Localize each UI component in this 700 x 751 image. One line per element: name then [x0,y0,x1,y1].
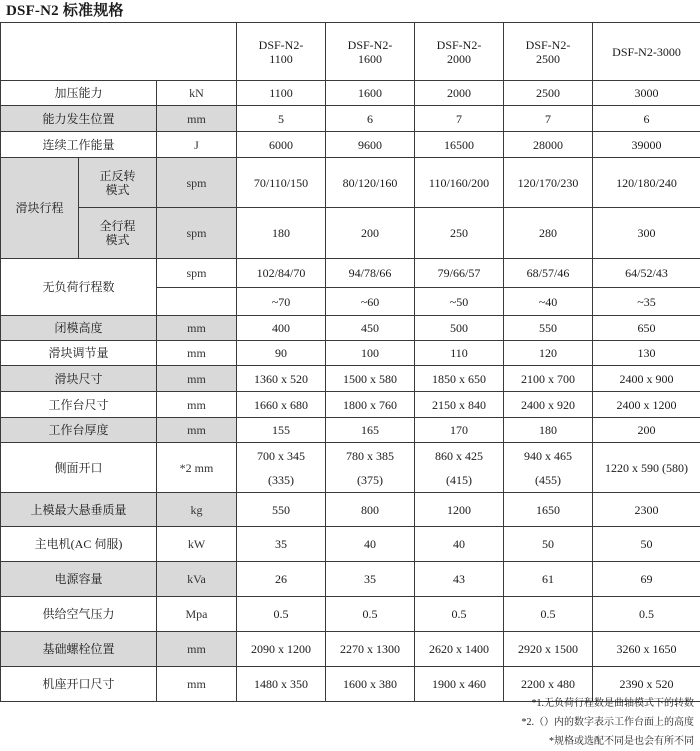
value-cell: 70/110/150 [237,158,326,208]
value-cell: 5 [237,106,326,132]
row-label: 侧面开口 [1,443,157,493]
value-cell: 120/180/240 [593,158,700,208]
value-cell: 0.5 [237,597,326,632]
value-cell: 940 x 465 (455) [504,443,593,493]
footnote: *2.（）内的数字表示工作台面上的高度 [522,713,695,732]
value-cell: 250 [415,208,504,259]
unit-cell: mm [157,392,237,418]
value-cell: 2000 [415,81,504,106]
value-cell: 35 [237,527,326,562]
value-cell: 170 [415,418,504,443]
footnote: *规格或选配不同是也会有所不同 [522,732,695,751]
value-cell: 2400 x 920 [504,392,593,418]
value-cell: 0.5 [415,597,504,632]
header-blank-cell [1,23,237,81]
value-cell: 6 [326,106,415,132]
value-cell: 165 [326,418,415,443]
value-cell: 500 [415,316,504,341]
value-cell: 50 [593,527,700,562]
value-cell: 800 [326,493,415,527]
value-cell: 2390 x 520 [593,667,700,702]
table-row [1,341,700,366]
table-row [1,132,700,158]
value-cell: 2270 x 1300 [326,632,415,667]
value-cell: 110/160/200 [415,158,504,208]
row-label: 无负荷行程数 [1,259,157,316]
row-label: 能力发生位置 [1,106,157,132]
value-cell: 7 [415,106,504,132]
value-cell: 860 x 425 (415) [415,443,504,493]
unit-cell: spm [157,259,237,288]
table-row [1,562,700,597]
value-cell: 69 [593,562,700,597]
unit-cell: Mpa [157,597,237,632]
value-cell: 50 [504,527,593,562]
row-label: 基础螺栓位置 [1,632,157,667]
row-label: 上模最大悬垂质量 [1,493,157,527]
value-cell: 0.5 [593,597,700,632]
unit-cell: kW [157,527,237,562]
value-cell: 6000 [237,132,326,158]
value-cell: 2400 x 900 [593,366,700,392]
unit-cell: mm [157,366,237,392]
table-row [1,527,700,562]
table-row [1,418,700,443]
value-cell: 3000 [593,81,700,106]
row-label: 供给空气压力 [1,597,157,632]
unit-cell: spm [157,158,237,208]
header-row [1,23,700,81]
value-cell: 61 [504,562,593,597]
row-label: 闭模高度 [1,316,157,341]
value-cell: 180 [504,418,593,443]
unit-cell [157,288,237,316]
value-cell: 2920 x 1500 [504,632,593,667]
value-cell: 28000 [504,132,593,158]
value-cell: 1220 x 590 (580) [593,443,700,493]
value-cell: 64/52/43 [593,259,700,288]
value-cell: 110 [415,341,504,366]
unit-cell: mm [157,632,237,667]
footnote: *1.无负荷行程数是曲轴模式下的转数 [522,694,695,713]
value-cell: ~70 [237,288,326,316]
row-label: 滑块调节量 [1,341,157,366]
model-header: DSF-N2- 1600 [326,23,415,81]
value-cell: 1100 [237,81,326,106]
value-cell: 2200 x 480 [504,667,593,702]
value-cell: 1480 x 350 [237,667,326,702]
value-cell: ~40 [504,288,593,316]
value-cell: 200 [593,418,700,443]
value-cell: 1360 x 520 [237,366,326,392]
value-cell: 40 [415,527,504,562]
value-cell: 180 [237,208,326,259]
value-cell: 155 [237,418,326,443]
value-cell: 94/78/66 [326,259,415,288]
value-cell: 35 [326,562,415,597]
value-cell: 1660 x 680 [237,392,326,418]
model-header: DSF-N2- 2500 [504,23,593,81]
value-cell: 68/57/46 [504,259,593,288]
value-cell: 7 [504,106,593,132]
value-cell: 300 [593,208,700,259]
value-cell: 2620 x 1400 [415,632,504,667]
table-row [1,597,700,632]
model-header: DSF-N2- 2000 [415,23,504,81]
value-cell: 1200 [415,493,504,527]
table-row [1,493,700,527]
sub-label: 全行程 模式 [79,208,157,259]
unit-cell: kN [157,81,237,106]
unit-cell: mm [157,667,237,702]
value-cell: 39000 [593,132,700,158]
footnotes [522,694,695,751]
value-cell: 1650 [504,493,593,527]
value-cell: ~35 [593,288,700,316]
value-cell: 120/170/230 [504,158,593,208]
value-cell: 780 x 385 (375) [326,443,415,493]
value-cell: 120 [504,341,593,366]
page-title: DSF-N2 标准规格 [6,0,124,22]
unit-cell: spm [157,208,237,259]
row-label: 机座开口尺寸 [1,667,157,702]
value-cell: 79/66/57 [415,259,504,288]
unit-cell: mm [157,106,237,132]
table-row [1,443,700,493]
table-row [1,81,700,106]
value-cell: 40 [326,527,415,562]
table-row [1,259,700,288]
value-cell: 280 [504,208,593,259]
value-cell: 650 [593,316,700,341]
table-row [1,632,700,667]
table-row [1,208,700,259]
unit-cell: kVa [157,562,237,597]
unit-cell: mm [157,316,237,341]
table-row [1,392,700,418]
value-cell: 1500 x 580 [326,366,415,392]
value-cell: 700 x 345 (335) [237,443,326,493]
unit-cell: kg [157,493,237,527]
value-cell: 2400 x 1200 [593,392,700,418]
value-cell: 2500 [504,81,593,106]
value-cell: 9600 [326,132,415,158]
value-cell: 2300 [593,493,700,527]
value-cell: 1800 x 760 [326,392,415,418]
row-label: 电源容量 [1,562,157,597]
unit-cell: mm [157,418,237,443]
table-row [1,106,700,132]
value-cell: 6 [593,106,700,132]
value-cell: 400 [237,316,326,341]
model-header: DSF-N2-3000 [593,23,700,81]
value-cell: 100 [326,341,415,366]
unit-cell: *2 mm [157,443,237,493]
value-cell: 1600 [326,81,415,106]
row-label: 主电机(AC 伺服) [1,527,157,562]
row-label: 连续工作能量 [1,132,157,158]
value-cell: 2100 x 700 [504,366,593,392]
table-row [1,366,700,392]
value-cell: 550 [504,316,593,341]
value-cell: ~50 [415,288,504,316]
model-header: DSF-N2- 1100 [237,23,326,81]
value-cell: 130 [593,341,700,366]
row-label: 加压能力 [1,81,157,106]
table-row [1,158,700,208]
value-cell: 2150 x 840 [415,392,504,418]
value-cell: 1600 x 380 [326,667,415,702]
value-cell: 0.5 [504,597,593,632]
row-label: 滑块尺寸 [1,366,157,392]
value-cell: 16500 [415,132,504,158]
spec-table [0,22,700,702]
value-cell: 80/120/160 [326,158,415,208]
value-cell: 2090 x 1200 [237,632,326,667]
value-cell: 450 [326,316,415,341]
row-label: 工作台厚度 [1,418,157,443]
value-cell: ~60 [326,288,415,316]
value-cell: 200 [326,208,415,259]
value-cell: 102/84/70 [237,259,326,288]
value-cell: 1850 x 650 [415,366,504,392]
value-cell: 43 [415,562,504,597]
value-cell: 26 [237,562,326,597]
row-label: 滑块行程 [1,158,79,259]
value-cell: 1900 x 460 [415,667,504,702]
unit-cell: mm [157,341,237,366]
value-cell: 3260 x 1650 [593,632,700,667]
sub-label: 正反转 模式 [79,158,157,208]
row-label: 工作台尺寸 [1,392,157,418]
value-cell: 90 [237,341,326,366]
table-row [1,316,700,341]
value-cell: 550 [237,493,326,527]
unit-cell: J [157,132,237,158]
value-cell: 0.5 [326,597,415,632]
